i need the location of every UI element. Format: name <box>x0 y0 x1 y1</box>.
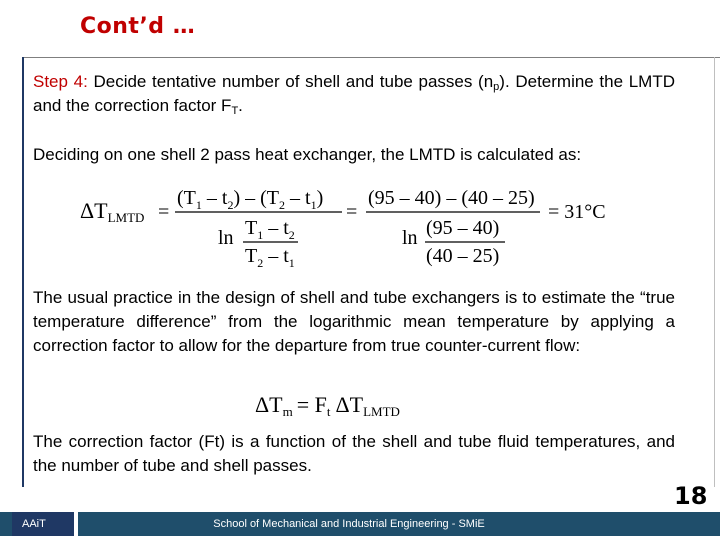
page-number: 18 <box>674 482 708 510</box>
eq1-result: = 31°C <box>548 201 606 223</box>
eq1-inner-denominator: $T_2 - t_1$ <box>245 245 295 270</box>
step-sub-p: p <box>493 81 500 93</box>
footer-school: School of Mechanical and Industrial Engineering - SMiE <box>213 518 485 530</box>
step-text-a: Decide tentative number of shell and tube passes (n <box>87 72 494 91</box>
usual-practice-paragraph: The usual practice in the design of shell and tube exchangers is to estimate the “true temperature difference” from the logarithmic mean temperature by applying a correction factor to allow for the departure from true counter-current flow: <box>33 288 675 355</box>
footer-institution: AAiT <box>12 512 74 536</box>
eq1-lhs: ΔTLMTD <box>80 198 145 225</box>
left-accent-line <box>22 57 24 487</box>
step-4-paragraph <box>33 70 675 118</box>
eq1-inner2-numerator: (95 – 40) <box>426 217 500 239</box>
eq1-ln-1: ln <box>218 227 234 249</box>
eq1-inner-numerator: $T_1 - t_2$ <box>245 217 295 242</box>
eq1-numerator-numeric: (95 – 40) – (40 – 25) <box>368 187 535 209</box>
correction-factor-paragraph: The correction factor (Ft) is a function of the shell and tube fluid temperatures, and the number of tube and shell passes. <box>33 432 675 475</box>
eq1-inner2-denominator: (40 – 25) <box>426 245 500 267</box>
corrected-temperature-equation <box>255 388 445 424</box>
eq1-equals-2: = <box>346 201 358 223</box>
deciding-paragraph: Deciding on one shell 2 pass heat exchanger, the LMTD is calculated as: <box>33 145 582 164</box>
eq1-ln-2: ln <box>402 227 418 249</box>
eq2-expression: ΔTm = Ft ΔTLMTD <box>255 392 400 419</box>
step-text-c: . <box>238 96 243 115</box>
eq1-numerator-symbolic: $(T_1 - t_2) - (T_2 - t_1)$ <box>177 187 324 212</box>
step-sub-t: T <box>231 105 239 117</box>
right-border-line <box>714 57 715 487</box>
step-text-b: ). Determine the LMTD and the correction factor F <box>33 72 675 115</box>
step-label: Step 4: <box>33 72 88 91</box>
slide-title: Cont’d … <box>80 14 196 39</box>
title-divider <box>22 57 720 58</box>
lmtd-equation <box>80 180 640 270</box>
eq1-equals-1: = <box>158 201 170 223</box>
